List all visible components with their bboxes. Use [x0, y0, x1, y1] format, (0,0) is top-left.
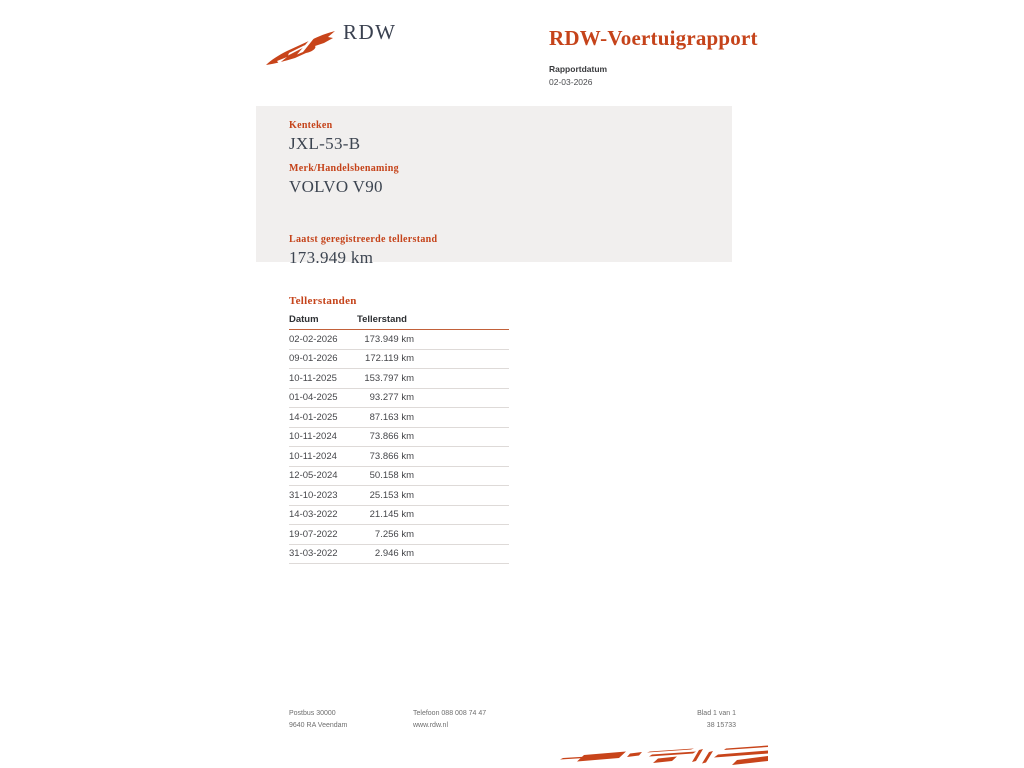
footer-postal: Postbus 30000: [289, 710, 336, 717]
report-page: [256, 0, 768, 768]
footer-contact: [413, 708, 486, 731]
row-datum: 31-10-2023: [289, 489, 338, 501]
row-tellerstand: 25.153 km: [369, 489, 414, 501]
footer-city: 9640 RA Veendam: [289, 721, 348, 729]
table-row: [289, 447, 509, 467]
table-row: [289, 525, 509, 545]
kenteken-label: Kenteken: [289, 120, 333, 131]
table-row: [289, 408, 509, 428]
footer-phone: Telefoon 088 008 74 47: [413, 710, 487, 717]
rdw-swoosh-graphic: [557, 744, 768, 767]
table-row: [289, 428, 509, 448]
row-datum: 10-11-2024: [289, 450, 337, 462]
report-title: RDW-Voertuigrapport: [549, 26, 758, 50]
laatste-tellerstand-value: 173.949 km: [289, 248, 374, 267]
row-datum: 31-03-2022: [289, 548, 338, 560]
table-row: [289, 486, 509, 506]
merk-handelsbenaming-label: Merk/Handelsbenaming: [289, 163, 399, 174]
row-tellerstand: 21.145 km: [369, 509, 414, 521]
row-datum: 14-03-2022: [289, 509, 338, 521]
row-tellerstand: 173.949 km: [364, 333, 414, 345]
table-row: [289, 506, 509, 526]
row-tellerstand: 7.256 km: [374, 528, 414, 540]
row-tellerstand: 2.946 km: [374, 548, 414, 560]
row-datum: 14-01-2025: [289, 411, 338, 423]
rdw-logo-text: RDW: [343, 20, 397, 44]
table-row: [289, 389, 509, 409]
title-block: [549, 26, 758, 87]
table-row: [289, 545, 509, 565]
report-date-value: 02-03-2026: [549, 77, 593, 87]
row-datum: 19-07-2022: [289, 528, 338, 540]
row-tellerstand: 87.163 km: [369, 411, 414, 423]
row-datum: 12-05-2024: [289, 470, 338, 482]
table-row: [289, 350, 509, 370]
table-header-row: [289, 314, 509, 330]
table-title: Tellerstanden: [289, 295, 357, 307]
row-datum: 02-02-2026: [289, 333, 338, 345]
row-tellerstand: 50.158 km: [369, 470, 414, 482]
table-row: [289, 369, 509, 389]
table-row: [289, 330, 509, 350]
footer-address: [289, 708, 347, 731]
footer-website: www.rdw.nl: [413, 721, 449, 729]
laatste-tellerstand-label: Laatst geregistreerde tellerstand: [289, 234, 438, 245]
footer-meta: [697, 708, 736, 731]
row-tellerstand: 73.866 km: [369, 431, 414, 443]
row-datum: 10-11-2024: [289, 431, 337, 443]
table-body: [289, 330, 509, 564]
column-header-tellerstand: Tellerstand: [357, 314, 407, 325]
footer-document-code: 38 15733: [706, 721, 736, 729]
rdw-logo-bird-icon: [265, 25, 337, 67]
row-datum: 01-04-2025: [289, 392, 338, 404]
row-datum: 10-11-2025: [289, 372, 337, 384]
vehicle-summary-panel: [256, 106, 732, 267]
report-date-label: Rapportdatum: [549, 64, 608, 74]
column-header-datum: Datum: [289, 314, 319, 325]
tellerstanden-table: [289, 295, 509, 564]
kenteken-value: JXL-53-B: [289, 134, 361, 153]
row-tellerstand: 93.277 km: [369, 392, 414, 404]
row-tellerstand: 172.119 km: [365, 353, 414, 365]
row-tellerstand: 153.797 km: [364, 372, 414, 384]
row-tellerstand: 73.866 km: [369, 450, 414, 462]
row-datum: 09-01-2026: [289, 353, 338, 365]
merk-handelsbenaming-value: VOLVO V90: [289, 177, 383, 196]
footer-page-number: Blad 1 van 1: [697, 710, 736, 717]
table-row: [289, 467, 509, 487]
